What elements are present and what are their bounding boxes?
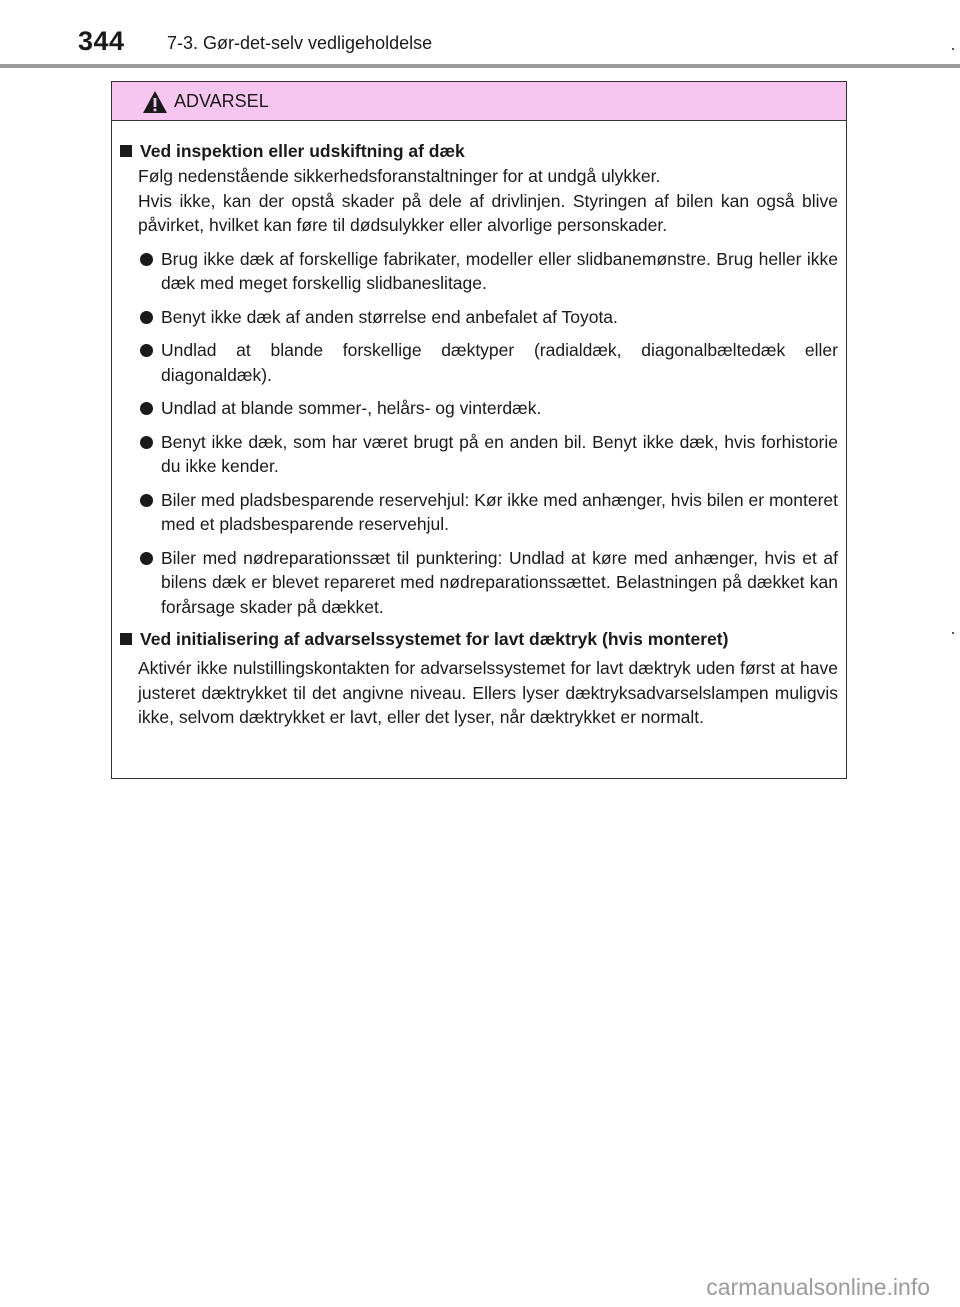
paragraph: Følg nedenstående sikkerhedsforanstaltninger for at undgå ulykker. (138, 166, 661, 186)
list-item (138, 247, 838, 296)
list-item (138, 430, 838, 479)
list-item (138, 396, 838, 421)
section-heading (120, 627, 838, 652)
list-item-text: Undlad at blande sommer-, helårs- og vinterdæk. (161, 398, 542, 418)
warning-title: ADVARSEL (174, 91, 269, 111)
section-title: 7-3. Gør-det-selv vedligeholdelse (167, 33, 433, 53)
warning-box (111, 81, 847, 779)
bullet-dot-icon (140, 402, 153, 415)
paragraph: Aktivér ikke nulstillingskontakten for advarselssystemet for lavt dæktryk uden først at have justeret dæktrykket til det angivne niveau. Ellers lyser dæktryksadvarselslampen muligvis ikke, selvom dæktrykket er lavt, eller det lyser, når dæktrykket er normalt. (138, 658, 838, 727)
square-bullet-icon (120, 145, 132, 157)
list-item (138, 338, 838, 387)
watermark: carmanualsonline.info (706, 1274, 930, 1300)
section-heading-text: Ved initialisering af advarselssystemet for lavt dæktryk (hvis monteret) (140, 629, 729, 649)
list-item (138, 488, 838, 537)
list-item-text: Undlad at blande forskellige dæktyper (radialdæk, diagonalbæltedæk eller diagonaldæk). (161, 340, 838, 385)
edge-mark (952, 48, 954, 50)
paragraph: Hvis ikke, kan der opstå skader på dele af drivlinjen. Styringen af bilen kan også blive påvirket, hvilket kan føre til dødsulykker eller alvorlige personskader. (138, 190, 838, 235)
bullet-dot-icon (140, 552, 153, 565)
bullet-dot-icon (140, 253, 153, 266)
section-heading (120, 139, 838, 164)
list-item (138, 305, 838, 330)
list-item-text: Benyt ikke dæk, som har været brugt på en anden bil. Benyt ikke dæk, hvis forhistorie du ikke kender. (161, 431, 838, 476)
list-item-text: Brug ikke dæk af forskellige fabrikater, modeller eller slidbanemønstre. Brug heller ikke dæk med meget forskellig slidbaneslitage. (161, 248, 838, 293)
header-rule (0, 64, 960, 68)
list-item-text: Biler med nødreparationssæt til punktering: Undlad at køre med anhænger, hvis et af bilens dæk er blevet repareret med nødreparationssættet. Belastningen på dækket kan forårsage skader på dækket. (161, 547, 838, 617)
edge-mark (952, 632, 954, 634)
list-item-text: Benyt ikke dæk af anden størrelse end anbefalet af Toyota. (161, 306, 618, 327)
warning-triangle-icon (142, 90, 168, 114)
bullet-dot-icon (140, 436, 153, 449)
warning-content (112, 121, 846, 730)
square-bullet-icon (120, 633, 132, 645)
bullet-dot-icon (140, 311, 153, 324)
section-heading-text: Ved inspektion eller udskiftning af dæk (140, 141, 465, 161)
warning-header (112, 82, 846, 121)
list-item-text: Biler med pladsbesparende reservehjul: Kør ikke med anhænger, hvis bilen er monteret med et pladsbesparende reservehjul. (161, 489, 839, 534)
page-number: 344 (78, 26, 125, 56)
bullet-dot-icon (140, 344, 153, 357)
bullet-dot-icon (140, 494, 153, 507)
list-item (138, 546, 838, 620)
